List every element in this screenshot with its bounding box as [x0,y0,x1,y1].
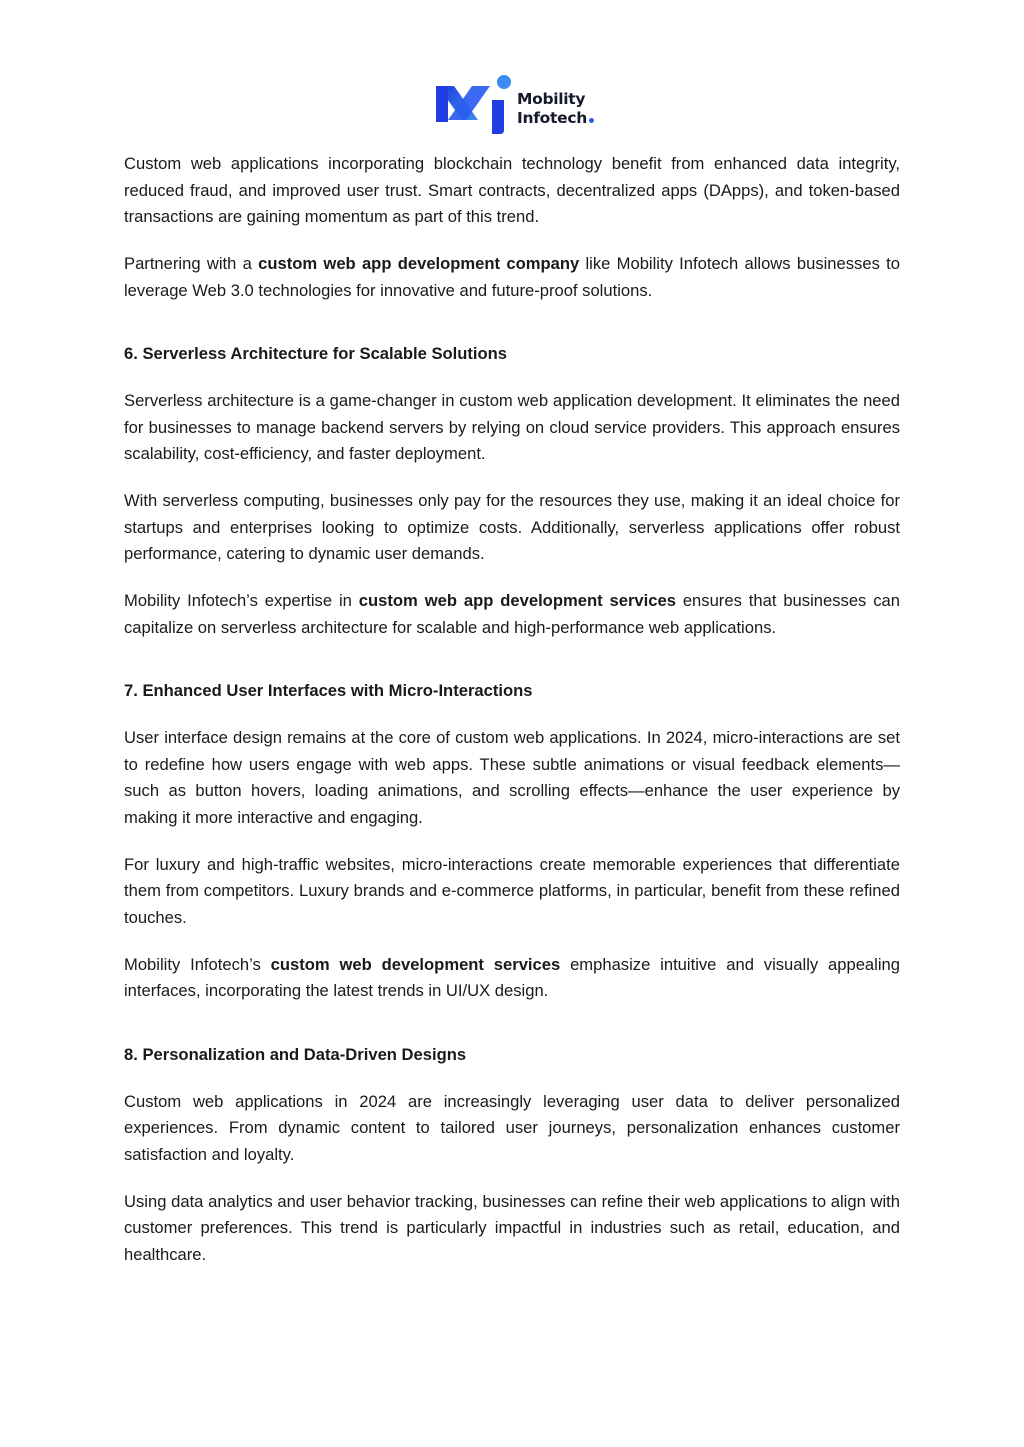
section-6-paragraph-1: Serverless architecture is a game-changer in custom web application development. It eliminates the need for businesses to manage backend servers by relying on cloud service providers. This approach ensures scalability, cost-efficiency, and faster deployment. [124,391,900,463]
intro-paragraph-1: Custom web applications incorporating blockchain technology benefit from enhanced data integrity, reduced fraud, and improved user trust. Smart contracts, decentralized apps (DApps), and token-based transactions are gaining momentum as part of this trend. [124,154,900,226]
bold-phrase: custom web development services [270,954,561,974]
section-6-paragraph-2: With serverless computing, businesses only pay for the resources they use, making it an ideal choice for startups and enterprises looking to optimize costs. Additionally, serverless applications offer robust performance, catering to dynamic user demands. [124,491,900,563]
logo-line-1: Mobility [517,90,586,108]
logo-dot-icon [589,118,594,123]
section-7-paragraph-3: Mobility Infotech’s custom web development services emphasize intuitive and visually appealing interfaces, incorporating the latest trends in UI/UX design. [124,954,900,1000]
logo-line-2: Infotech [517,109,594,128]
section-8-paragraph-2: Using data analytics and user behavior tracking, businesses can refine their web applications to align with customer preferences. This trend is particularly impactful in industries such as retail, education, and healthcare. [124,1191,900,1264]
logo-mark-icon [434,72,518,136]
section-7-paragraph-1: User interface design remains at the core of custom web applications. In 2024, micro-interactions are set to redefine how users engage with web apps. These subtle animations or visual feedback elements—such as button hovers, loading animations, and scrolling effects—enhance the user experience by making it more interactive and engaging. [124,728,900,827]
section-6-heading: 6. Serverless Architecture for Scalable Solutions [124,344,508,363]
document-body [124,151,900,1289]
section-6-paragraph-3: Mobility Infotech’s expertise in custom web app development services ensures that businesses can capitalize on serverless architecture for scalable and high-performance web applications. [124,591,900,637]
section-8-heading: 8. Personalization and Data-Driven Designs [124,1044,467,1064]
intro-paragraph-2: Partnering with a custom web app development company like Mobility Infotech allows businesses to leverage Web 3.0 technologies for innovative and future-proof solutions. [124,254,900,300]
section-7-paragraph-2: For luxury and high-traffic websites, micro-interactions create memorable experiences that differentiate them from competitors. Luxury brands and e-commerce platforms, in particular, benefit from these refined touches. [124,854,900,927]
company-logo [434,72,604,136]
bold-phrase: custom web app development services [358,591,676,610]
logo-wordmark [517,90,594,128]
bold-phrase: custom web app development company [258,254,580,273]
section-8-paragraph-1: Custom web applications in 2024 are increasingly leveraging user data to deliver personalized experiences. From dynamic content to tailored user journeys, personalization enhances customer satisfaction and loyalty. [124,1091,900,1164]
section-7-heading: 7. Enhanced User Interfaces with Micro-Interactions [124,681,533,700]
